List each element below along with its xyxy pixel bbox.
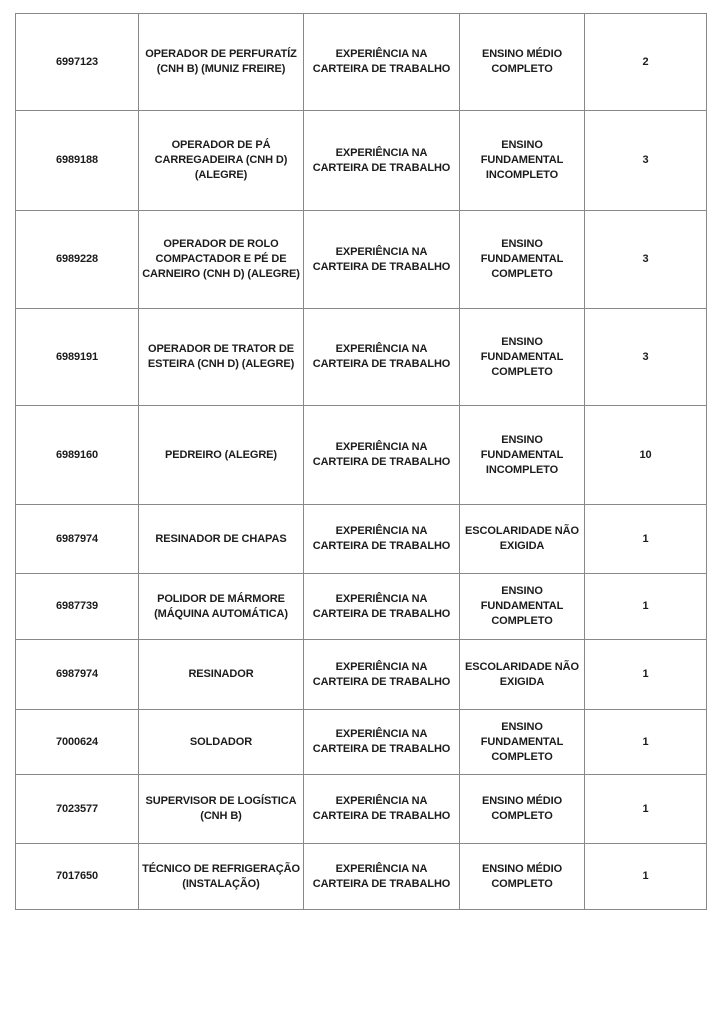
cell-id: 6997123 (16, 14, 139, 111)
cell-id: 6987739 (16, 574, 139, 640)
table-row (16, 640, 707, 710)
cell-occupation: OPERADOR DE PÁ CARREGADEIRA (CNH D) (ALEGRE) (139, 111, 304, 211)
cell-education: ENSINO FUNDAMENTAL COMPLETO (460, 211, 585, 309)
cell-id: 6989160 (16, 406, 139, 505)
cell-requirement: EXPERIÊNCIA NA CARTEIRA DE TRABALHO (304, 211, 460, 309)
cell-id: 7000624 (16, 710, 139, 775)
cell-requirement: EXPERIÊNCIA NA CARTEIRA DE TRABALHO (304, 505, 460, 574)
cell-requirement: EXPERIÊNCIA NA CARTEIRA DE TRABALHO (304, 574, 460, 640)
cell-vacancies: 1 (585, 844, 707, 910)
cell-vacancies: 3 (585, 309, 707, 406)
cell-occupation: RESINADOR (139, 640, 304, 710)
cell-id: 6989228 (16, 211, 139, 309)
table-row (16, 844, 707, 910)
table-row (16, 211, 707, 309)
cell-vacancies: 1 (585, 640, 707, 710)
cell-requirement: EXPERIÊNCIA NA CARTEIRA DE TRABALHO (304, 406, 460, 505)
cell-requirement: EXPERIÊNCIA NA CARTEIRA DE TRABALHO (304, 710, 460, 775)
cell-occupation: SUPERVISOR DE LOGÍSTICA (CNH B) (139, 775, 304, 844)
cell-id: 7023577 (16, 775, 139, 844)
cell-requirement: EXPERIÊNCIA NA CARTEIRA DE TRABALHO (304, 844, 460, 910)
table-row (16, 309, 707, 406)
cell-occupation: SOLDADOR (139, 710, 304, 775)
cell-occupation: POLIDOR DE MÁRMORE (MÁQUINA AUTOMÁTICA) (139, 574, 304, 640)
cell-occupation: OPERADOR DE ROLO COMPACTADOR E PÉ DE CARNEIRO (CNH D) (ALEGRE) (139, 211, 304, 309)
cell-education: ENSINO FUNDAMENTAL COMPLETO (460, 574, 585, 640)
cell-vacancies: 3 (585, 111, 707, 211)
cell-education: ENSINO MÉDIO COMPLETO (460, 14, 585, 111)
cell-requirement: EXPERIÊNCIA NA CARTEIRA DE TRABALHO (304, 309, 460, 406)
table-row (16, 710, 707, 775)
table-row (16, 775, 707, 844)
cell-vacancies: 1 (585, 505, 707, 574)
job-table-body (16, 14, 707, 910)
cell-requirement: EXPERIÊNCIA NA CARTEIRA DE TRABALHO (304, 775, 460, 844)
cell-occupation: PEDREIRO (ALEGRE) (139, 406, 304, 505)
cell-vacancies: 1 (585, 710, 707, 775)
cell-requirement: EXPERIÊNCIA NA CARTEIRA DE TRABALHO (304, 14, 460, 111)
cell-education: ENSINO FUNDAMENTAL COMPLETO (460, 309, 585, 406)
table-row (16, 111, 707, 211)
cell-requirement: EXPERIÊNCIA NA CARTEIRA DE TRABALHO (304, 640, 460, 710)
cell-requirement: EXPERIÊNCIA NA CARTEIRA DE TRABALHO (304, 111, 460, 211)
cell-education: ENSINO FUNDAMENTAL INCOMPLETO (460, 406, 585, 505)
job-vacancies-table (15, 13, 707, 910)
cell-occupation: OPERADOR DE PERFURATÍZ (CNH B) (MUNIZ FREIRE) (139, 14, 304, 111)
cell-vacancies: 10 (585, 406, 707, 505)
cell-id: 6989188 (16, 111, 139, 211)
cell-occupation: TÉCNICO DE REFRIGERAÇÃO (INSTALAÇÃO) (139, 844, 304, 910)
cell-education: ENSINO FUNDAMENTAL COMPLETO (460, 710, 585, 775)
cell-education: ESCOLARIDADE NÃO EXIGIDA (460, 505, 585, 574)
cell-education: ENSINO MÉDIO COMPLETO (460, 775, 585, 844)
cell-education: ESCOLARIDADE NÃO EXIGIDA (460, 640, 585, 710)
cell-occupation: OPERADOR DE TRATOR DE ESTEIRA (CNH D) (ALEGRE) (139, 309, 304, 406)
cell-education: ENSINO MÉDIO COMPLETO (460, 844, 585, 910)
table-row (16, 406, 707, 505)
cell-id: 6987974 (16, 640, 139, 710)
table-row (16, 14, 707, 111)
cell-id: 7017650 (16, 844, 139, 910)
cell-vacancies: 2 (585, 14, 707, 111)
cell-vacancies: 1 (585, 775, 707, 844)
table-row (16, 505, 707, 574)
cell-id: 6989191 (16, 309, 139, 406)
cell-occupation: RESINADOR DE CHAPAS (139, 505, 304, 574)
table-row (16, 574, 707, 640)
cell-vacancies: 1 (585, 574, 707, 640)
cell-education: ENSINO FUNDAMENTAL INCOMPLETO (460, 111, 585, 211)
cell-vacancies: 3 (585, 211, 707, 309)
cell-id: 6987974 (16, 505, 139, 574)
